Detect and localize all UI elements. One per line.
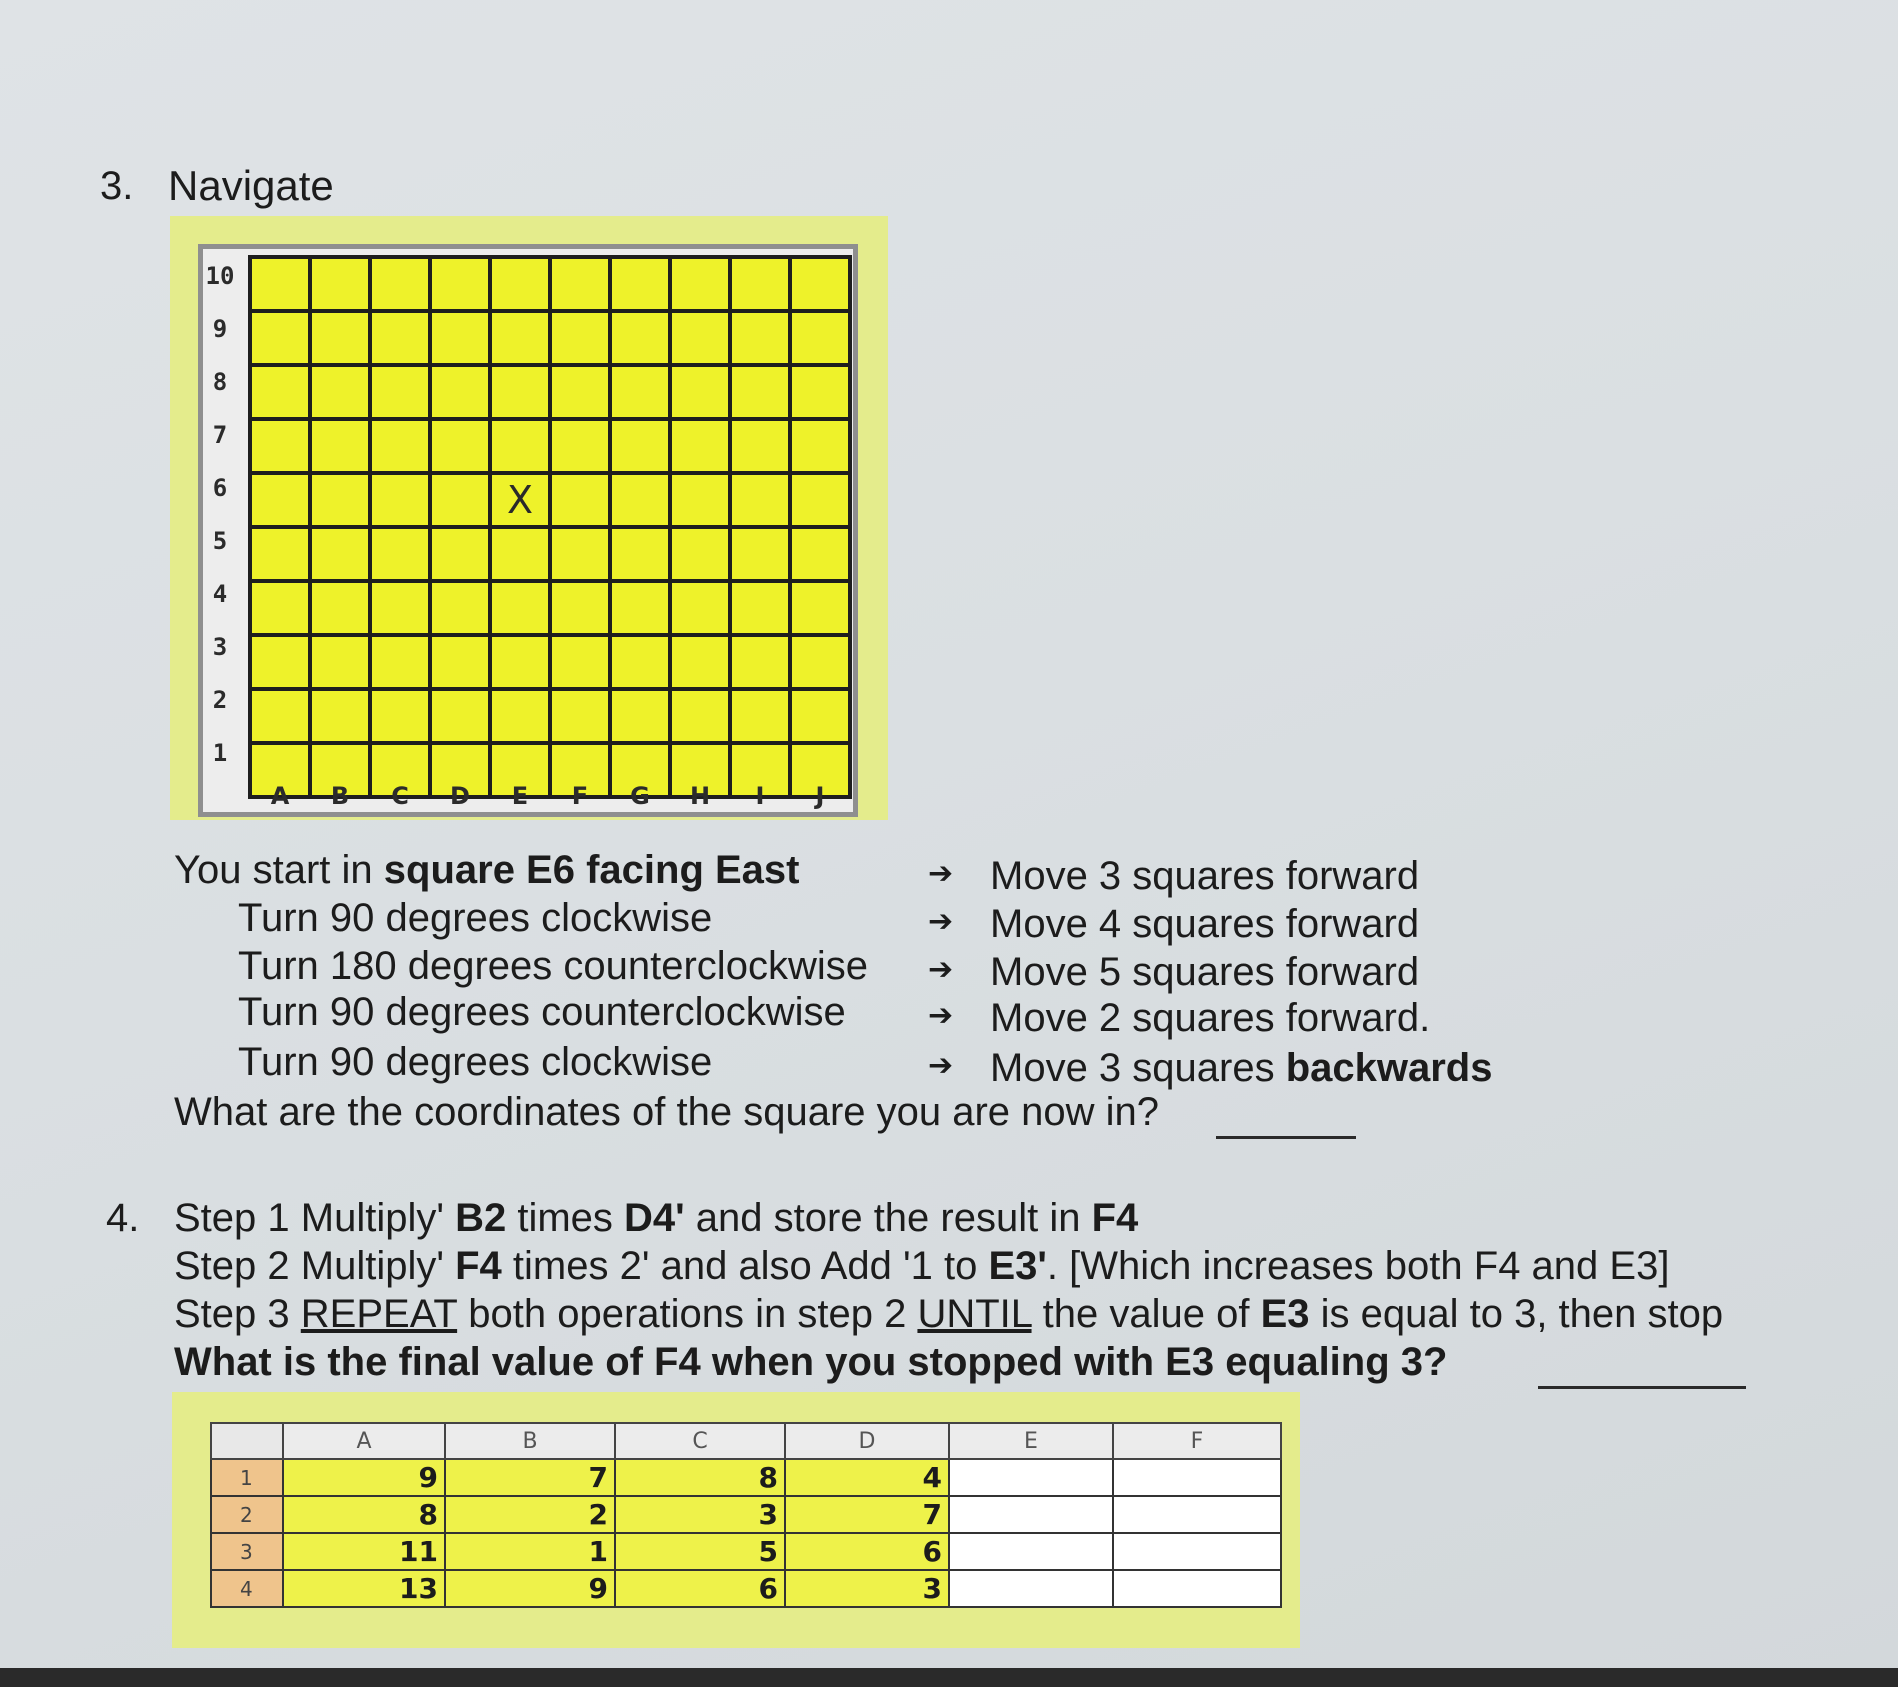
spreadsheet-cell-C1: 8 [615,1459,785,1496]
grid-cell-C7 [370,419,430,473]
grid-cell-E3 [490,635,550,689]
grid-cell-D5 [430,527,490,581]
question-4-number: 4. [106,1196,140,1240]
grid-cell-H8 [670,365,730,419]
step-2-cell-e3: E3' [988,1244,1047,1288]
move-instruction-3: Move 5 squares forward [990,950,1420,994]
grid-row-label: 9 [212,315,228,343]
grid-cell-I4 [730,581,790,635]
grid-cell-D2 [430,689,490,743]
grid-cell-E4 [490,581,550,635]
screen-bottom-edge [0,1668,1898,1687]
question-3-prompt: What are the coordinates of the square you are now in? [174,1090,1160,1134]
grid-cell-F7 [550,419,610,473]
step-1 [174,1196,1138,1241]
spreadsheet-cell-D3: 6 [785,1533,949,1570]
spreadsheet-row-header: 2 [211,1496,283,1533]
grid-marker-x: X [490,473,550,527]
grid-column-label: E [511,782,529,810]
spreadsheet-cell-E4 [949,1570,1113,1607]
grid-cell-H2 [670,689,730,743]
grid-cell-H3 [670,635,730,689]
spreadsheet-row [211,1570,1281,1607]
grid-cell-A6 [250,473,310,527]
spreadsheet-cell-C3: 5 [615,1533,785,1570]
grid-cell-J10 [790,257,850,311]
question-3-answer-blank[interactable] [1216,1136,1356,1139]
grid-cell-G5 [610,527,670,581]
grid-cell-E5 [490,527,550,581]
grid-cell-G2 [610,689,670,743]
step-3-cell-e3: E3 [1260,1292,1310,1336]
grid-cell-C4 [370,581,430,635]
grid-cell-F2 [550,689,610,743]
spreadsheet-column-header: F [1113,1423,1281,1459]
grid-cell-I5 [730,527,790,581]
grid-cell-G3 [610,635,670,689]
step-3 [174,1292,1723,1337]
right-arrow-icon: ➔ [928,998,954,1033]
grid-row [250,635,850,689]
grid-cell-B2 [310,689,370,743]
grid-cell-I9 [730,311,790,365]
spreadsheet-header-row [211,1423,1281,1459]
spreadsheet-cell-F4 [1113,1570,1281,1607]
grid-cell-J9 [790,311,850,365]
turn-instruction-3: Turn 90 degrees counterclockwise [238,990,846,1034]
grid-column-label: A [270,782,290,810]
grid-row-label: 10 [205,262,235,290]
grid-row-label: 5 [212,527,228,555]
question-3-title: Navigate [168,162,334,209]
grid-cell-F9 [550,311,610,365]
grid-cell-J7 [790,419,850,473]
grid-cell-F8 [550,365,610,419]
step-2-text: Step 2 Multiply' [174,1244,456,1288]
grid-row [250,257,850,311]
grid-cell-B4 [310,581,370,635]
step-3-text: is equal to 3, then stop [1309,1292,1724,1336]
grid-cell-D3 [430,635,490,689]
grid-cell-J2 [790,689,850,743]
grid-cell-C2 [370,689,430,743]
spreadsheet-cell-C4: 6 [615,1570,785,1607]
spreadsheet-cell-D2: 7 [785,1496,949,1533]
question-3-number: 3. [100,164,134,208]
spreadsheet-cell-F1 [1113,1459,1281,1496]
grid-cell-C9 [370,311,430,365]
grid-cell-H9 [670,311,730,365]
grid-cell-F10 [550,257,610,311]
grid-cell-H5 [670,527,730,581]
grid-row [250,689,850,743]
move-5-direction: backwards [1285,1046,1493,1090]
grid-column-label: G [630,782,650,810]
move-instruction-4: Move 2 squares forward. [990,996,1431,1040]
question-4-prompt: What is the final value of F4 when you stopped with E3 equaling 3? [174,1340,1448,1384]
right-arrow-icon: ➔ [928,856,954,891]
turn-instruction-2: Turn 180 degrees counterclockwise [238,944,868,988]
grid-column-label: B [330,782,350,810]
grid-column-label: F [571,782,589,810]
move-instruction-5 [990,1046,1492,1091]
grid-cell-H10 [670,257,730,311]
grid-column-label: H [689,782,711,810]
step-1-cell-d4: D4' [624,1196,685,1240]
grid-cell-J3 [790,635,850,689]
grid-cell-B6 [310,473,370,527]
grid-row-label: 4 [212,580,228,608]
grid-cell-D4 [430,581,490,635]
spreadsheet-row [211,1533,1281,1570]
grid-cell-B8 [310,365,370,419]
right-arrow-icon: ➔ [928,1048,954,1083]
grid-cell-E10 [490,257,550,311]
grid-column-label: D [450,782,470,810]
grid-row-label: 8 [212,368,228,396]
grid-column-label: C [391,782,409,810]
grid-row-label: 3 [212,633,228,661]
spreadsheet-column-header: C [615,1423,785,1459]
grid-cell-A7 [250,419,310,473]
grid-cell-F5 [550,527,610,581]
move-instruction-1: Move 3 squares forward [990,854,1420,898]
spreadsheet-column-header: A [283,1423,445,1459]
grid-cell-D10 [430,257,490,311]
grid-cell-A2 [250,689,310,743]
grid-cell-G10 [610,257,670,311]
spreadsheet-row-header: 4 [211,1570,283,1607]
step-2-cell-f4: F4 [455,1244,502,1288]
spreadsheet-cell-A1: 9 [283,1459,445,1496]
grid-row-label: 2 [212,686,228,714]
turn-instruction-4: Turn 90 degrees clockwise [238,1040,713,1084]
spreadsheet-cell-B4: 9 [445,1570,615,1607]
spreadsheet-row-header: 3 [211,1533,283,1570]
grid-cell-G7 [610,419,670,473]
grid-cell-J6 [790,473,850,527]
step-2 [174,1244,1669,1289]
grid-cell-A8 [250,365,310,419]
grid-cell-G6 [610,473,670,527]
grid-cell-A4 [250,581,310,635]
grid-cell-I6 [730,473,790,527]
turn-instruction-1: Turn 90 degrees clockwise [238,896,713,940]
grid-cell-C8 [370,365,430,419]
spreadsheet-cell-B3: 1 [445,1533,615,1570]
start-prefix: You start in [174,848,384,892]
grid-cell-C10 [370,257,430,311]
step-3-text: both operations in step 2 [457,1292,918,1336]
grid-row [250,527,850,581]
spreadsheet-cell-E1 [949,1459,1113,1496]
spreadsheet-cell-B1: 7 [445,1459,615,1496]
grid-cell-E8 [490,365,550,419]
right-arrow-icon: ➔ [928,952,954,987]
grid-row-label: 1 [212,739,228,767]
grid-cell-B9 [310,311,370,365]
grid-cell-D7 [430,419,490,473]
start-instruction [174,848,800,893]
step-3-text: the value of [1031,1292,1261,1336]
spreadsheet-cell-F2 [1113,1496,1281,1533]
step-1-cell-b2: B2 [455,1196,507,1240]
spreadsheet [210,1422,1282,1608]
question-4-answer-blank[interactable] [1538,1386,1746,1389]
grid-row [250,581,850,635]
grid-cell-J5 [790,527,850,581]
grid-cell-B10 [310,257,370,311]
spreadsheet-column-header: B [445,1423,615,1459]
spreadsheet-cell-A4: 13 [283,1570,445,1607]
grid-cell-C5 [370,527,430,581]
grid-cell-D9 [430,311,490,365]
grid-column-label: J [815,782,825,810]
grid-cell-J8 [790,365,850,419]
step-1-text: times [506,1196,625,1240]
spreadsheet-cell-F3 [1113,1533,1281,1570]
start-position: square E6 facing East [383,848,800,892]
spreadsheet-column-header: E [949,1423,1113,1459]
spreadsheet-cell-D1: 4 [785,1459,949,1496]
step-1-cell-f4: F4 [1091,1196,1139,1240]
spreadsheet-cell-E2 [949,1496,1113,1533]
grid-column-label: I [755,782,765,810]
grid-cell-H6 [670,473,730,527]
spreadsheet-cell-A2: 8 [283,1496,445,1533]
grid-cell-B7 [310,419,370,473]
grid-cell-B3 [310,635,370,689]
grid-cell-H7 [670,419,730,473]
spreadsheet-cell-B2: 2 [445,1496,615,1533]
step-3-text: Step 3 [174,1292,301,1336]
grid-cell-H4 [670,581,730,635]
grid-cell-I8 [730,365,790,419]
grid-cell-A9 [250,311,310,365]
grid-cell-I10 [730,257,790,311]
grid-cell-D8 [430,365,490,419]
grid-row [250,365,850,419]
grid-row [250,419,850,473]
grid-cell-E7 [490,419,550,473]
grid-cell-A10 [250,257,310,311]
grid-cell-C6 [370,473,430,527]
grid-row [250,473,850,527]
right-arrow-icon: ➔ [928,904,954,939]
step-3-until: UNTIL [917,1292,1032,1336]
grid-cell-A5 [250,527,310,581]
grid-cell-G8 [610,365,670,419]
grid-cell-I7 [730,419,790,473]
spreadsheet-cell-C2: 3 [615,1496,785,1533]
grid-row-label: 7 [212,421,228,449]
grid-cell-F6 [550,473,610,527]
step-1-text: and store the result in [684,1196,1092,1240]
step-3-repeat: REPEAT [300,1292,458,1336]
step-2-text: . [Which increases both F4 and E3] [1046,1244,1670,1288]
grid-row-label: 6 [212,474,228,502]
move-instruction-2: Move 4 squares forward [990,902,1420,946]
grid-cell-I2 [730,689,790,743]
grid-cell-F4 [550,581,610,635]
step-1-text: Step 1 Multiply' [174,1196,456,1240]
spreadsheet-cell-D4: 3 [785,1570,949,1607]
grid-cell-F3 [550,635,610,689]
grid-cell-J4 [790,581,850,635]
spreadsheet-row [211,1459,1281,1496]
step-2-text: times 2' and also Add '1 to [501,1244,989,1288]
grid-cell-B5 [310,527,370,581]
grid-cell-C3 [370,635,430,689]
spreadsheet-corner [211,1423,283,1459]
move-5-prefix: Move 3 squares [990,1046,1286,1090]
grid-cell-E9 [490,311,550,365]
spreadsheet-cell-E3 [949,1533,1113,1570]
grid-row [250,311,850,365]
grid-cell-G9 [610,311,670,365]
grid-cell-G4 [610,581,670,635]
grid-cell-A3 [250,635,310,689]
grid-cell-I3 [730,635,790,689]
spreadsheet-column-header: D [785,1423,949,1459]
spreadsheet-cell-A3: 11 [283,1533,445,1570]
grid-cell-E2 [490,689,550,743]
spreadsheet-row-header: 1 [211,1459,283,1496]
spreadsheet-row [211,1496,1281,1533]
grid-cell-D6 [430,473,490,527]
navigation-grid [248,255,852,799]
